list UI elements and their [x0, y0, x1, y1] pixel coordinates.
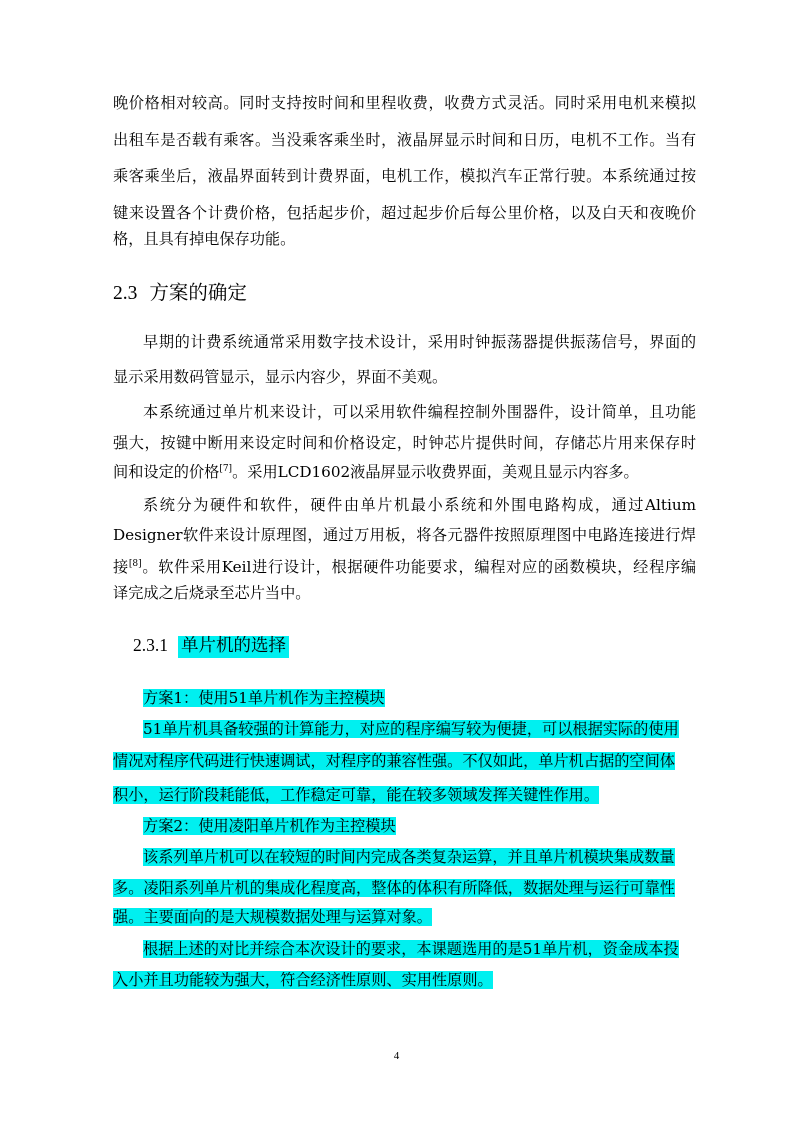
text-line [113, 969, 493, 991]
text-line: 强大，按键中断用来设定时间和价格设定，时钟芯片提供时间，存储芯片用来保存时 [113, 434, 696, 452]
section-number: 2.3 [113, 283, 138, 304]
text-line: 键来设置各个计费价格，包括起步价，超过起步价后每公里价格，以及白天和夜晚价 [113, 204, 696, 222]
text-line [113, 458, 639, 483]
section-heading [113, 279, 247, 308]
plan-title: 方案1：使用51单片机作为主控模块 [143, 689, 385, 707]
text-line [113, 784, 599, 806]
text-line [113, 553, 696, 578]
text-line: 格，且具有掉电保存功能。 [113, 230, 296, 248]
text-span: 。采用LCD1602液晶屏显示收费界面，美观且显示内容多。 [232, 463, 639, 481]
text-line: 晚价格相对较高。同时支持按时间和里程收费，收费方式灵活。同时采用电机来模拟 [113, 94, 696, 112]
highlighted-text: 入小并且功能较为强大，符合经济性原则、实用性原则。 [113, 971, 493, 989]
text-line: 译完成之后烧录至芯片当中。 [113, 584, 311, 602]
subsection-title: 单片机的选择 [178, 636, 289, 658]
highlighted-text: 多。凌阳系列单片机的集成化程度高，整体的体积有所降低，数据处理与运行可靠性 [113, 879, 675, 897]
text-line [143, 815, 396, 837]
text-span: 。软件采用Keil进行设计，根据硬件功能要求，编程对应的函数模块，经程序编 [141, 558, 697, 576]
text-line [113, 877, 675, 899]
text-line: 早期的计费系统通常采用数字技术设计，采用时钟振荡器提供振荡信号，界面的 [143, 333, 696, 351]
citation-ref: [7] [219, 464, 233, 474]
highlighted-text: 根据上述的对比并综合本次设计的要求，本课题选用的是51单片机，资金成本投 [143, 940, 679, 958]
citation-ref: [8] [128, 559, 142, 569]
highlighted-text: 情况对程序代码进行快速调试，对程序的兼容性强。不仅如此，单片机占据的空间体 [113, 752, 675, 770]
text-line [143, 687, 385, 709]
text-line [143, 846, 675, 868]
text-span: 间和设定的价格 [113, 463, 220, 481]
highlighted-text: 该系列单片机可以在较短的时间内完成各类复杂运算，并且单片机模块集成数量 [143, 848, 675, 866]
plan-title: 方案2：使用凌阳单片机作为主控模块 [143, 817, 396, 835]
text-span: 接 [113, 558, 129, 576]
text-line: 显示采用数码管显示，显示内容少，界面不美观。 [113, 368, 448, 386]
text-line: 乘客乘坐后，液晶界面转到计费界面，电机工作，模拟汽车正常行驶。本系统通过按 [113, 167, 696, 185]
highlighted-text: 积小，运行阶段耗能低，工作稳定可靠，能在较多领域发挥关键性作用。 [113, 786, 599, 804]
text-line: 本系统通过单片机来设计，可以采用软件编程控制外围器件，设计简单，且功能 [143, 403, 696, 421]
highlighted-text: 强。主要面向的是大规模数据处理与运算对象。 [113, 908, 432, 926]
text-line: 系统分为硬件和软件，硬件由单片机最小系统和外围电路构成，通过Altium [143, 496, 696, 514]
subsection-heading [133, 630, 289, 661]
text-line: 出租车是否载有乘客。当没乘客乘坐时，液晶屏显示时间和日历，电机不工作。当有 [113, 131, 696, 149]
subsection-number: 2.3.1 [133, 635, 168, 655]
text-line [113, 750, 675, 772]
text-line [143, 718, 679, 740]
section-title: 方案的确定 [149, 281, 247, 304]
text-line [143, 938, 679, 960]
text-line [113, 906, 432, 928]
highlighted-text: 51单片机具备较强的计算能力，对应的程序编写较为便捷，可以根据实际的使用 [143, 720, 679, 738]
text-line: Designer软件来设计原理图，通过万用板，将各元器件按照原理图中电路连接进行焊 [113, 526, 696, 544]
page-number: 4 [393, 1050, 400, 1062]
